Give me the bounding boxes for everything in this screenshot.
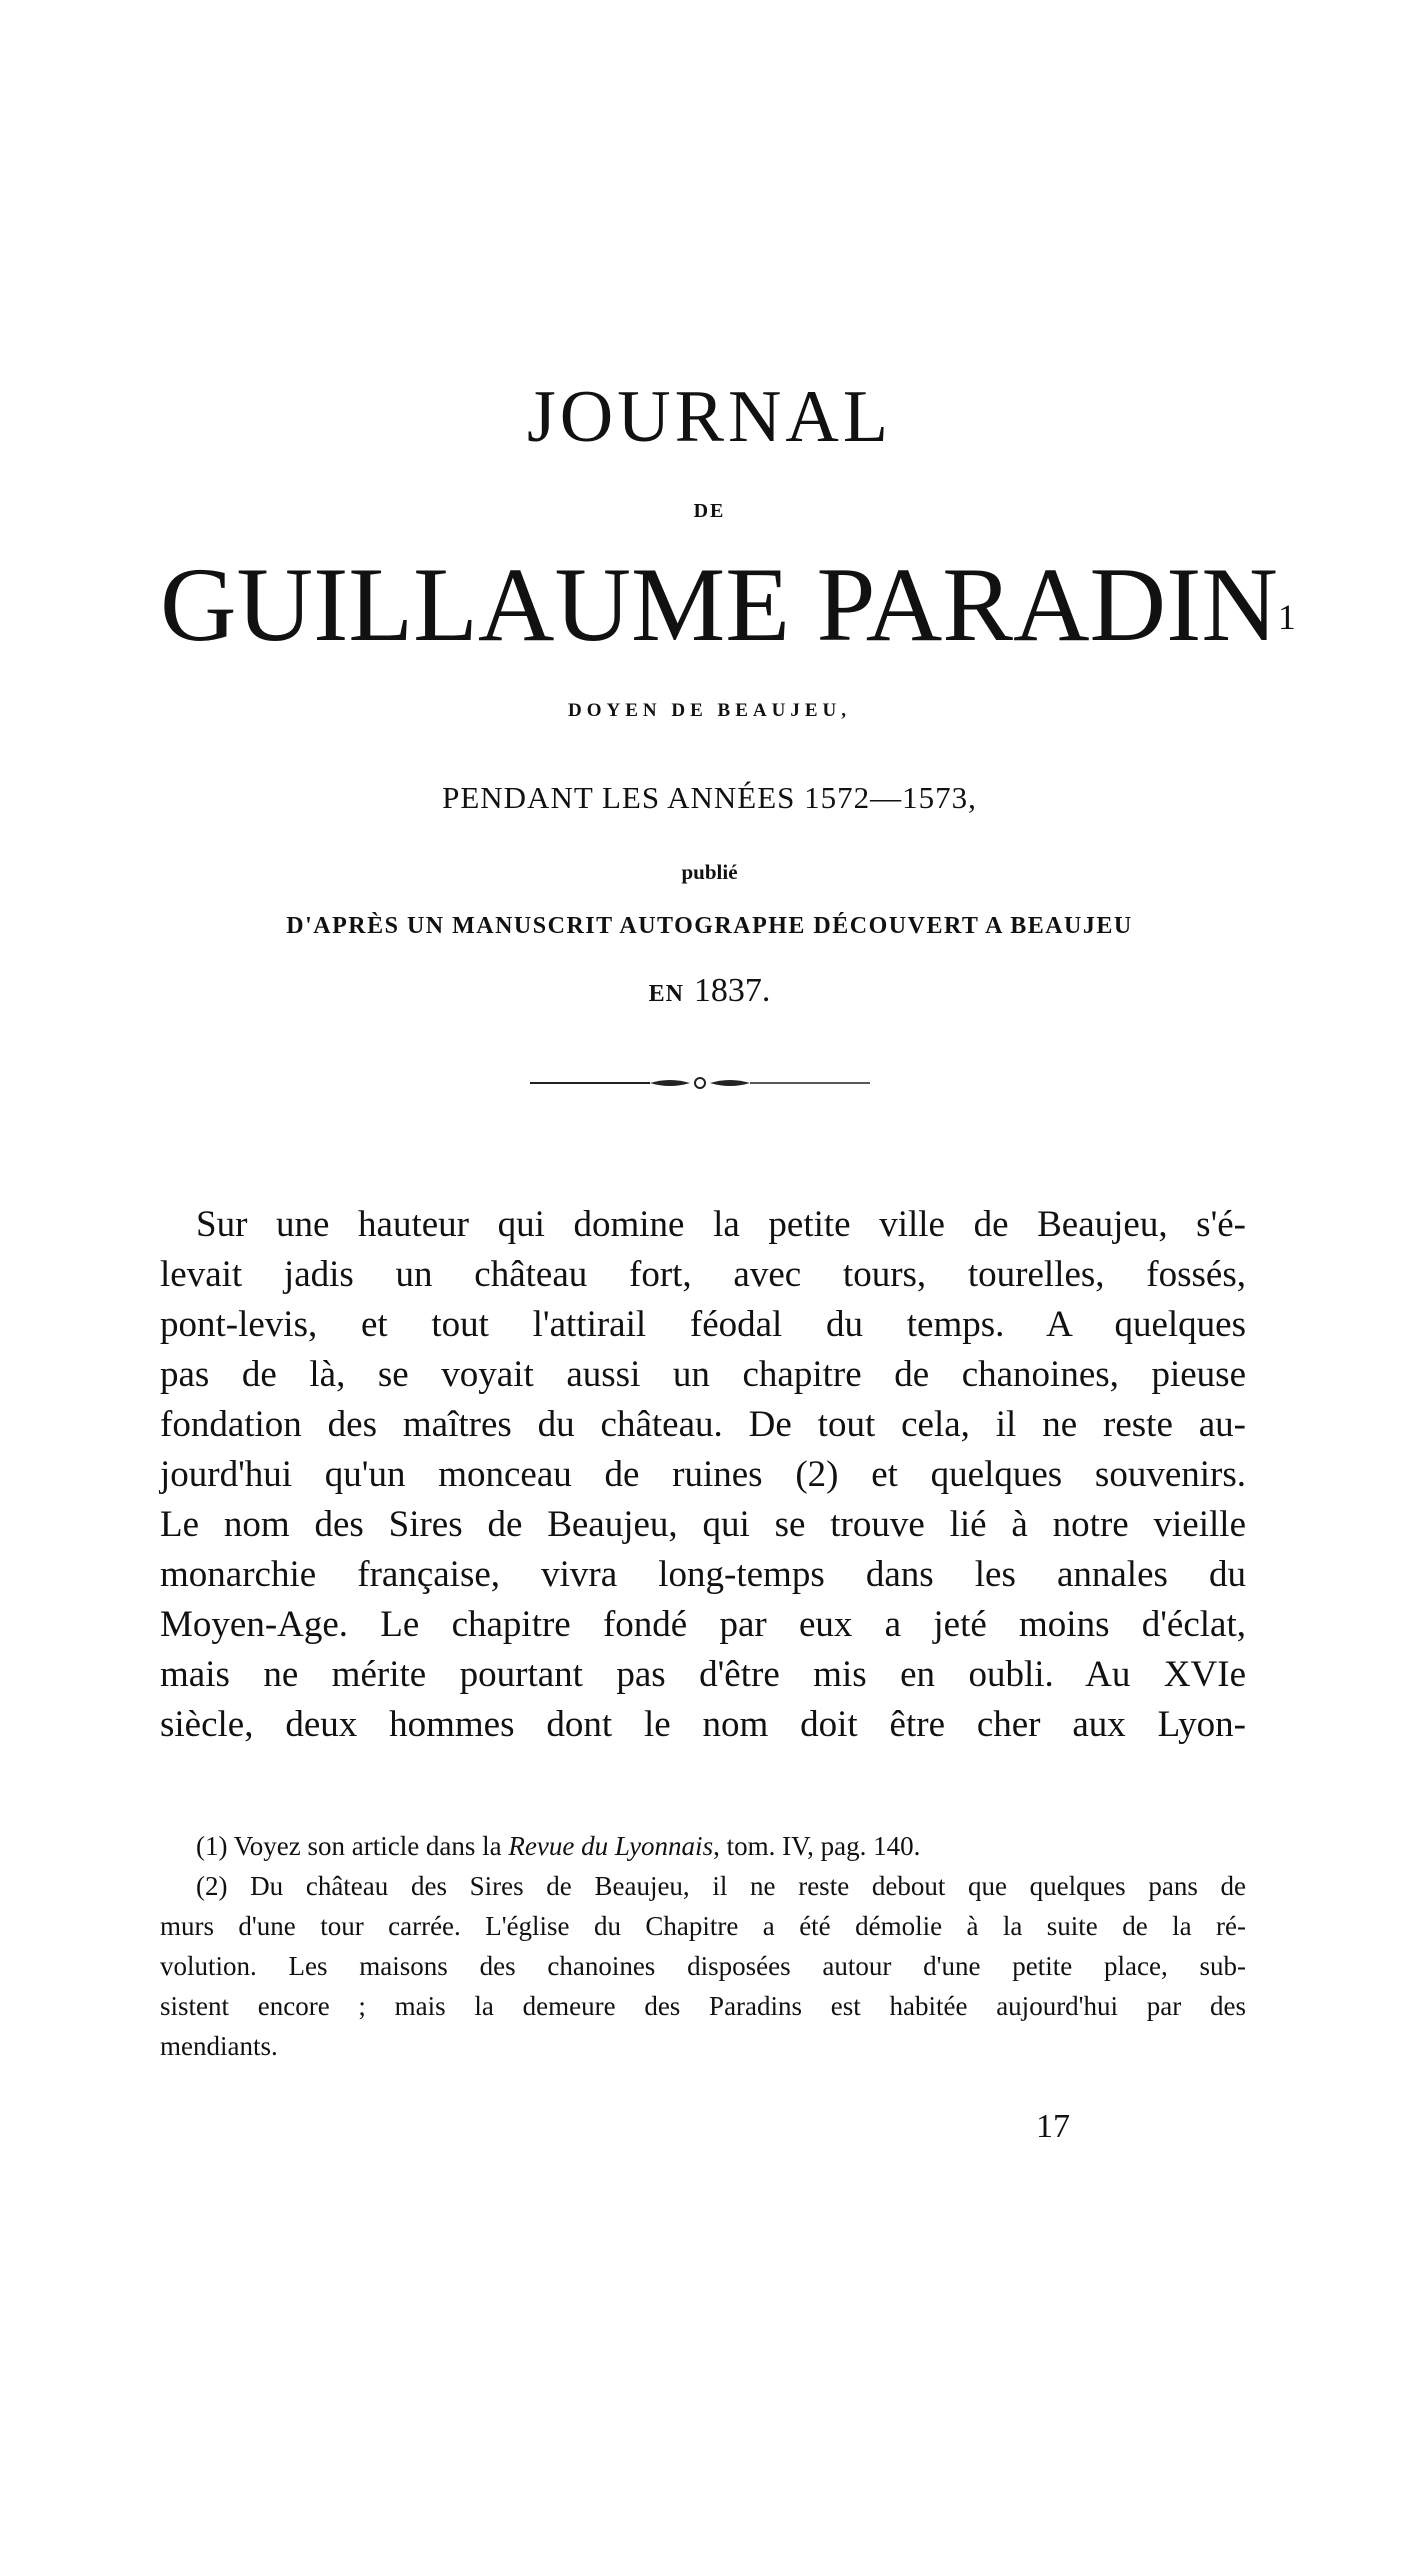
decorative-rule-ornament	[530, 1071, 870, 1095]
paragraph-line: pas de là, se voyait aussi un chapitre de chanoines, pieuse	[160, 1354, 1246, 1395]
subtitle-year-number: 1837.	[693, 972, 771, 1009]
author-name-text: GUILLAUME PARADIN	[160, 546, 1278, 663]
footnote-1	[160, 1826, 1246, 1866]
subtitle-en-word: EN	[648, 981, 684, 1007]
paragraph-line: Le nom des Sires de Beaujeu, qui se trouve lié à notre vieille	[160, 1504, 1246, 1545]
subtitle-year	[0, 972, 1419, 1010]
paragraph-line: siècle, deux hommes dont le nom doit être cher aux Lyon-	[160, 1704, 1246, 1745]
title-journal: JOURNAL	[526, 376, 893, 458]
footnote-2-line: murs d'une tour carrée. L'église du Chapitre a été démolie à la suite de la ré-	[160, 1911, 1246, 1941]
main-paragraph	[160, 1200, 1246, 1750]
paragraph-line: monarchie française, vivra long-temps dans les annales du	[160, 1554, 1246, 1595]
subtitle-pendant: PENDANT LES ANNÉES 1572—1573,	[442, 780, 977, 815]
paragraph-line: Moyen-Age. Le chapitre fondé par eux a jeté moins d'éclat,	[160, 1604, 1246, 1645]
title-de: DE	[693, 500, 726, 522]
page-number: 17	[1036, 2108, 1070, 2145]
footnote-2-line: volution. Les maisons des chanoines disposées autour d'une petite place, sub-	[160, 1951, 1246, 1981]
paragraph-line: Sur une hauteur qui domine la petite ville de Beaujeu, s'é-	[196, 1204, 1246, 1245]
footnote-2-line: mendiants.	[160, 2031, 278, 2061]
footnotes	[160, 1826, 1246, 2066]
footnote-1-journal-title: Revue du Lyonnais	[508, 1831, 714, 1861]
footnote-1-text: (1) Voyez son article dans la	[196, 1831, 509, 1861]
paragraph-line: levait jadis un château fort, avec tours, tourelles, fossés,	[160, 1254, 1246, 1295]
paragraph-line: fondation des maîtres du château. De tout cela, il ne reste au-	[160, 1404, 1246, 1445]
title-author-name	[160, 540, 1296, 670]
paragraph-line: jourd'hui qu'un monceau de ruines (2) et quelques souvenirs.	[160, 1454, 1246, 1495]
subtitle-dapres: D'APRÈS UN MANUSCRIT AUTOGRAPHE DÉCOUVERT A BEAUJEU	[286, 913, 1133, 939]
paragraph-line: mais ne mérite pourtant pas d'être mis en oubli. Au XVIe	[160, 1654, 1246, 1695]
footnote-2-line: sistent encore ; mais la demeure des Paradins est habitée aujourd'hui par des	[160, 1991, 1246, 2021]
footnote-1-ref: , tom. IV, pag. 140.	[713, 1831, 921, 1861]
footnote-marker-1: 1	[1277, 597, 1296, 637]
subtitle-doyen: DOYEN DE BEAUJEU,	[568, 700, 851, 721]
paragraph-line: pont-levis, et tout l'attirail féodal du temps. A quelques	[160, 1304, 1246, 1345]
footnote-2-line: (2) Du château des Sires de Beaujeu, il ne reste debout que quelques pans de	[196, 1871, 1246, 1901]
subtitle-publie: publié	[681, 860, 738, 884]
